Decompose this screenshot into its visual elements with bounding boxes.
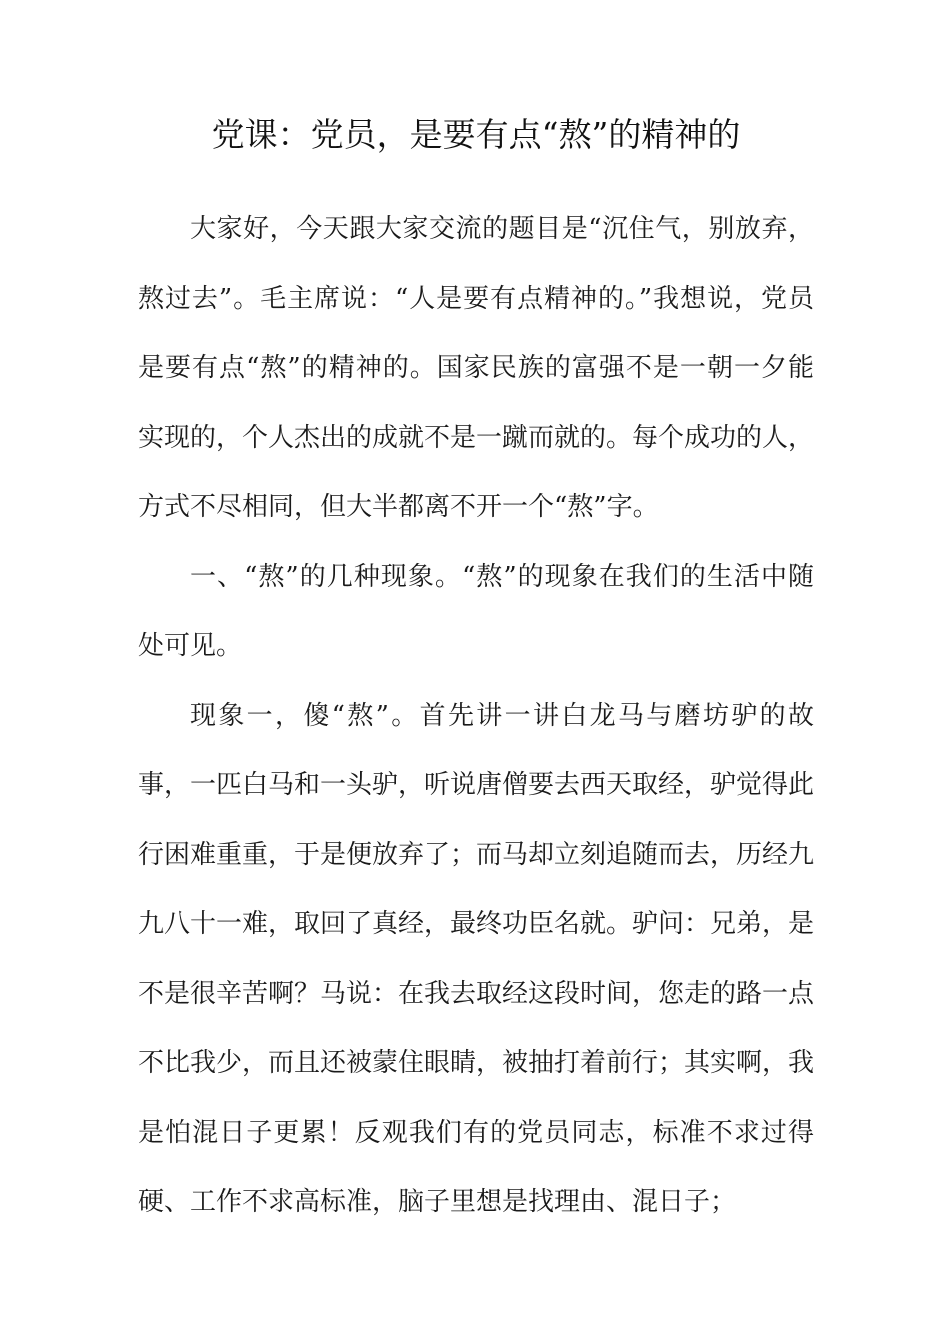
paragraph-phenomenon-one: 现象一，傻“熬”。首先讲一讲白龙马与磨坊驴的故事，一匹白马和一头驴，听说唐僧要去西天取经，驴觉得此行困难重重，于是便放弃了；而马却立刻追随而去，历经九九八十一难，取回了真经，最终功臣名就。驴问：兄弟，是不是很辛苦啊？马说：在我去取经这段时间，您走的路一点不比我少，而且还被蒙住眼睛，被抽打着前行；其实啊，我是怕混日子更累！反观我们有的党员同志，标准不求过得硬、工作不求高标准，脑子里想是找理由、混日子； [138,700,815,1217]
paragraph-section-one-heading: 一、“熬”的几种现象。“熬”的现象在我们的生活中随处可见。 [138,561,814,661]
document-body [138,195,814,1238]
paragraph-intro: 大家好，今天跟大家交流的题目是“沉住气，别放弃，熬过去”。毛主席说：“人是要有点精神的。”我想说，党员是要有点“熬”的精神的。国家民族的富强不是一朝一夕能实现的，个人杰出的成就不是一蹴而就的。每个成功的人，方式不尽相同，但大半都离不开一个“熬”字。 [138,214,815,522]
page-content-area [138,0,814,1238]
page-title: 党课：党员，是要有点“熬”的精神的 [211,115,741,154]
